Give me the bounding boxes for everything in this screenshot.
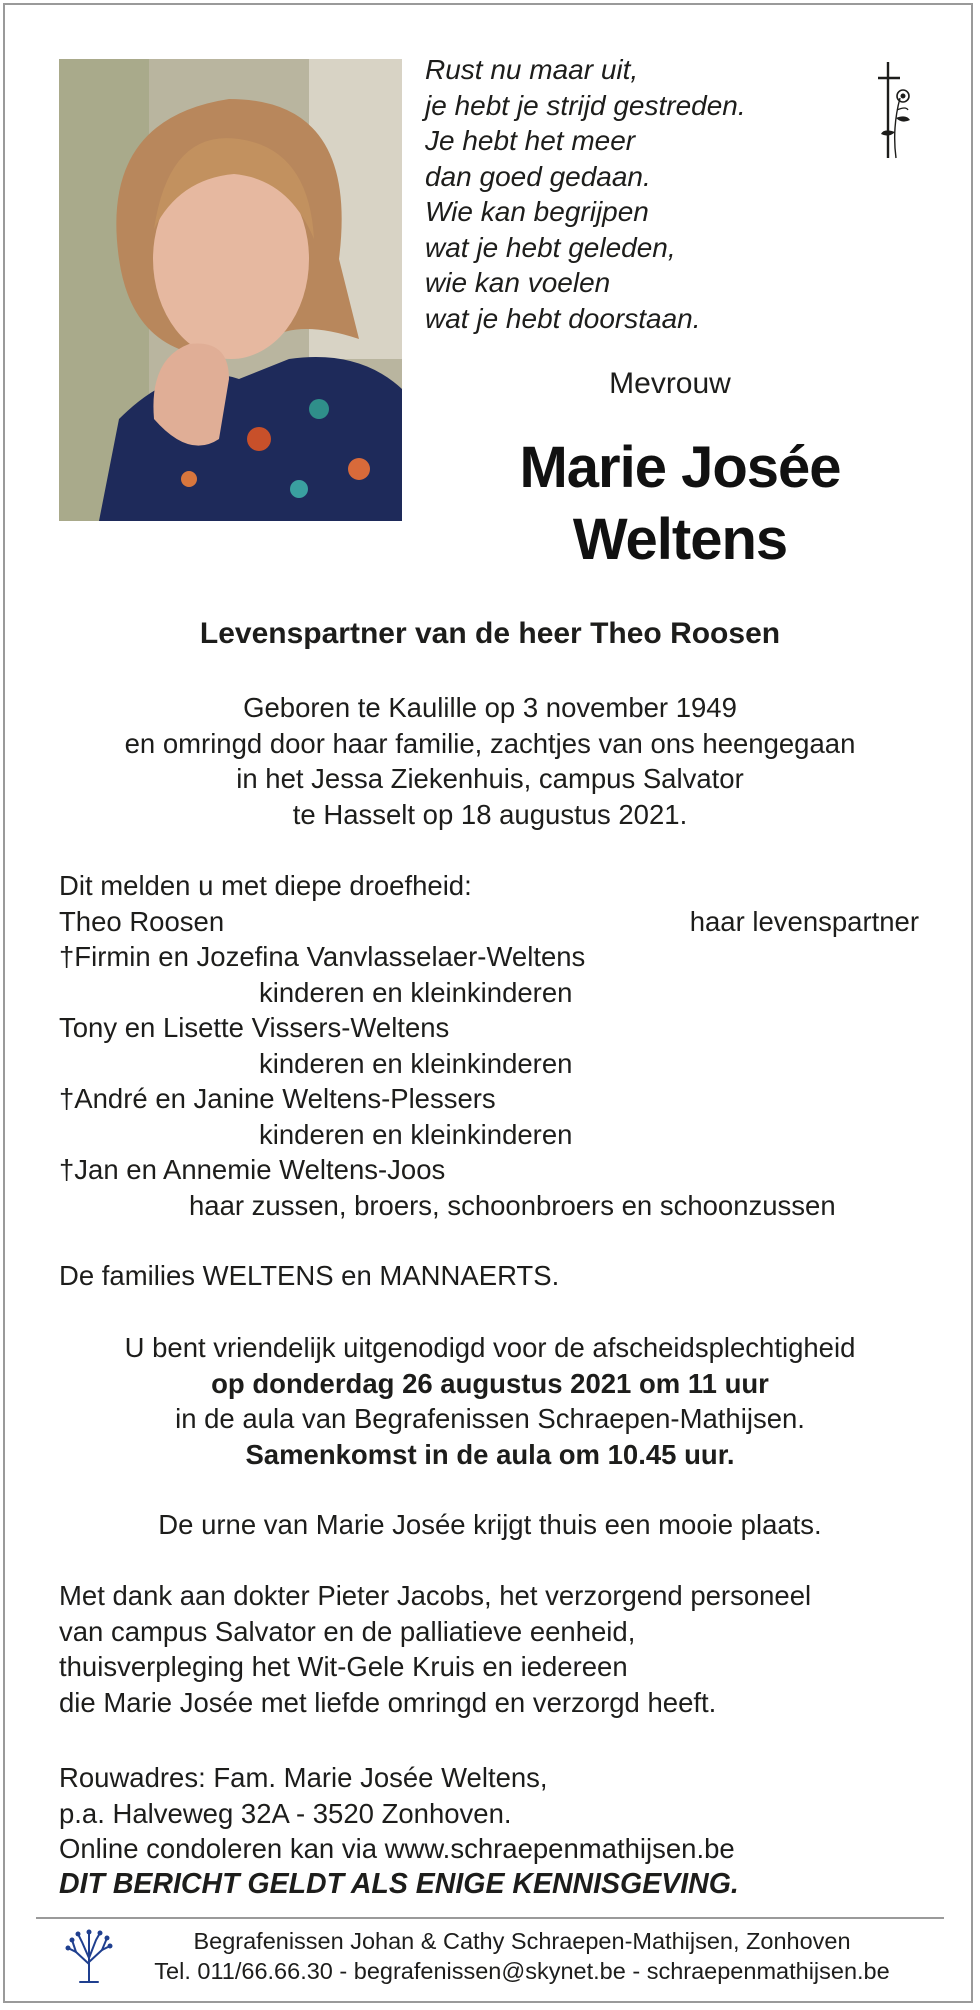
poem-line: wat je hebt doorstaan.: [425, 302, 701, 334]
funeral-home-contact: Tel. 011/66.66.30 - begrafenissen@skynet.be - schraepenmathijsen.be: [154, 1958, 890, 1984]
mourners-intro: Dit melden u met diepe droefheid:: [59, 870, 472, 901]
mourners-list: [59, 868, 939, 1223]
urn-line: De urne van Marie Josée krijgt thuis een mooie plaats.: [158, 1509, 822, 1540]
ceremony-location: in de aula van Begrafenissen Schraepen-Mathijsen.: [175, 1403, 805, 1434]
poem-line: wat je hebt geleden,: [425, 231, 676, 263]
ceremony-invite: U bent vriendelijk uitgenodigd voor de afscheidsplechtigheid: [124, 1332, 856, 1363]
notice-line: DIT BERICHT GELDT ALS ENIGE KENNISGEVING.: [59, 1868, 739, 1900]
birth-line: te Hasselt op 18 augustus 2021.: [292, 798, 688, 830]
funeral-home-name: Begrafenissen Johan & Cathy Schraepen-Mathijsen, Zonhoven: [193, 1928, 851, 1954]
mourner-row: [59, 904, 939, 940]
thanks-line: van campus Salvator en de palliatieve eenheid,: [59, 1615, 636, 1647]
partner-line: Levenspartner van de heer Theo Roosen: [199, 617, 781, 650]
footer-divider: [36, 1917, 944, 1919]
ceremony-date: op donderdag 26 augustus 2021 om 11 uur: [211, 1367, 769, 1399]
thanks-line: Met dank aan dokter Pieter Jacobs, het verzorgend personeel: [59, 1580, 812, 1611]
poem-line: Je hebt het meer: [425, 125, 636, 156]
mourner-name: Tony en Lisette Vissers-Weltens: [59, 1012, 450, 1043]
birth-info: [40, 690, 940, 832]
name-line: Weltens: [572, 507, 788, 572]
tree-logo-icon: [60, 1928, 118, 1984]
mourner-role: kinderen en kleinkinderen: [259, 1118, 573, 1150]
families-line: De families WELTENS en MANNAERTS.: [59, 1260, 560, 1291]
thanks-line: thuisverpleging het Wit-Gele Kruis en iedereen: [59, 1651, 628, 1682]
address-line: Online condoleren kan via www.schraepenmathijsen.be: [59, 1833, 735, 1864]
mourner-name: Theo Roosen: [59, 905, 225, 937]
birth-line: en omringd door haar familie, zachtjes van ons heengegaan: [124, 727, 856, 759]
birth-line: in het Jessa Ziekenhuis, campus Salvator: [236, 763, 744, 794]
poem-line: wie kan voelen: [425, 267, 611, 298]
mourner-name: †Jan en Annemie Weltens-Joos: [59, 1154, 446, 1185]
funeral-home-info: [122, 1926, 922, 1986]
thanks-line: die Marie Josée met liefde omringd en verzorgd heeft.: [59, 1686, 717, 1718]
poem-line: Wie kan begrijpen: [425, 196, 649, 227]
mourner-role: haar levenspartner: [689, 905, 919, 937]
birth-line: Geboren te Kaulille op 3 november 1949: [243, 692, 737, 723]
ceremony-info: [40, 1330, 940, 1472]
address-line: Rouwadres: Fam. Marie Josée Weltens,: [59, 1762, 548, 1793]
address-line: p.a. Halveweg 32A - 3520 Zonhoven.: [59, 1797, 512, 1829]
mourner-role: haar zussen, broers, schoonbroers en schoonzussen: [189, 1189, 836, 1221]
cross-with-rose-icon: [872, 58, 916, 160]
name-line: Marie Josée: [519, 435, 841, 500]
poem-line: dan goed gedaan.: [425, 160, 651, 192]
mourning-address: [59, 1760, 939, 1867]
poem: [425, 52, 825, 336]
mourner-name: †André en Janine Weltens-Plessers: [59, 1083, 496, 1114]
mourner-name: †Firmin en Jozefina Vanvlasselaer-Weltens: [59, 941, 586, 972]
thanks-text: [59, 1578, 939, 1720]
salutation: Mevrouw: [609, 367, 731, 400]
portrait-photo: [59, 59, 402, 521]
poem-line: Rust nu maar uit,: [425, 54, 639, 85]
mourner-role: kinderen en kleinkinderen: [259, 976, 573, 1008]
mourner-role: kinderen en kleinkinderen: [259, 1047, 573, 1079]
deceased-name: [430, 432, 930, 576]
poem-line: je hebt je strijd gestreden.: [425, 89, 746, 121]
ceremony-gathering: Samenkomst in de aula om 10.45 uur.: [245, 1438, 735, 1470]
